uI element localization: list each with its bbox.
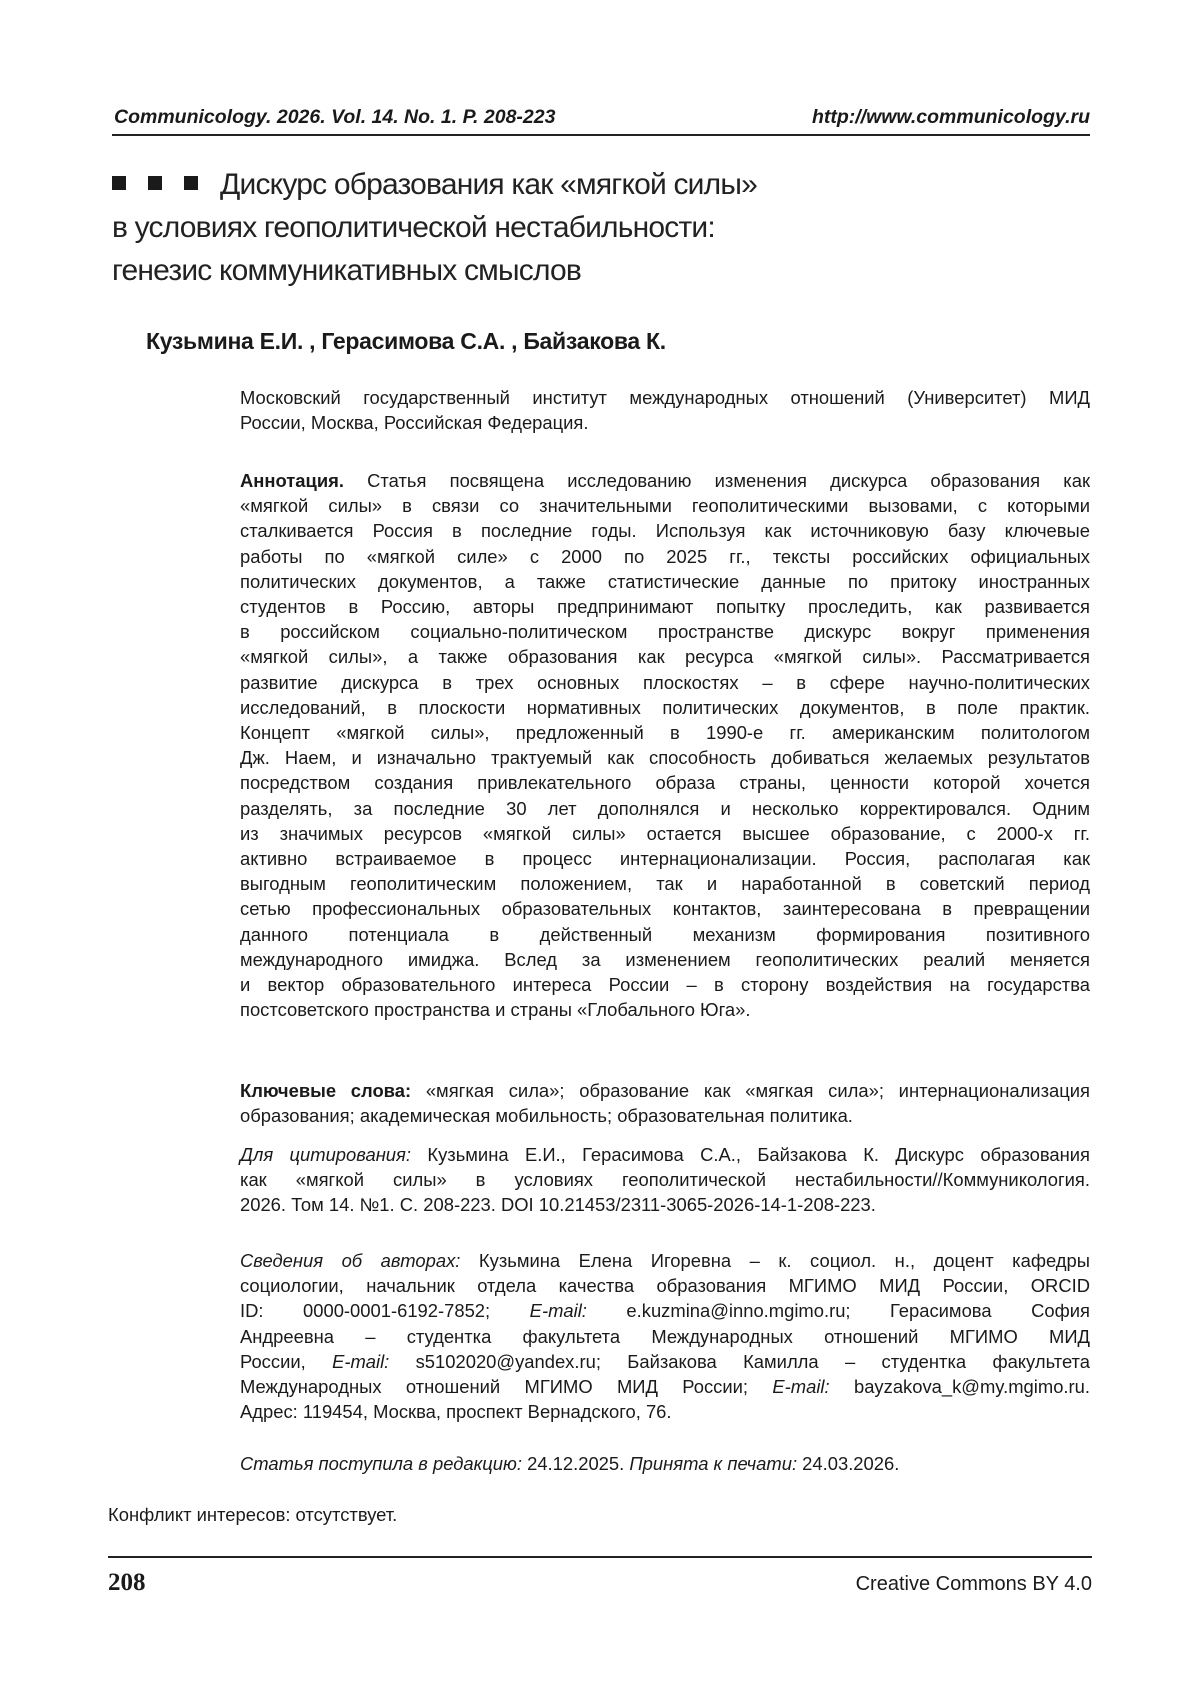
abstract-line: Статья посвящена исследованию изменения дискурса образования как (343, 470, 1090, 491)
keywords-line: «мягкая сила»; образование как «мягкая сила»; интернационализация (411, 1080, 1091, 1101)
title-line: Дискурс образования как «мягкой силы» (220, 168, 757, 201)
citation-line: 2026. Том 14. №1. С. 208-223. DOI 10.21453/2311-3065-2026-14-1-208-223. (240, 1194, 876, 1216)
square-bullet-icon (112, 176, 126, 190)
author-info-line: ID: 0000-0001-6192-7852; (240, 1300, 530, 1322)
title-line: генезис коммуникативных смыслов (112, 254, 582, 287)
affiliation-line: Московский государственный институт международных отношений (Университет) МИД (240, 387, 1090, 408)
author-list: Кузьмина Е.И. , Герасимова С.А. , Байзакова К. (146, 328, 666, 354)
email-label: E-mail: (772, 1376, 830, 1398)
citation-line: Кузьмина Е.И., Герасимова С.А., Байзакова К. Дискурс образования (410, 1144, 1090, 1165)
author-info-line: России, (240, 1350, 333, 1372)
abstract-label: Аннотация. (240, 470, 344, 491)
license-text: Creative Commons BY 4.0 (855, 1573, 1092, 1595)
keywords-line: образования; академическая мобильность; образовательная политика. (240, 1105, 853, 1127)
abstract-line: исследований, в плоскости нормативных политических документов, в поле практик. (240, 696, 1090, 718)
accepted-date: 24.03.2026. (797, 1453, 900, 1474)
abstract-line: развитие дискурса в трех основных плоскостях – в сфере научно-политических (240, 671, 1090, 693)
journal-url[interactable]: http://www.communicology.ru (811, 106, 1090, 128)
keywords (240, 1078, 1090, 1128)
page-number: 208 (108, 1569, 146, 1596)
email-kuzmina[interactable]: e.kuzmina@inno.mgimo.ru; Герасимова София (586, 1300, 1090, 1322)
abstract-line: и вектор образовательного интереса России – в сторону воздействия на государства (240, 974, 1090, 996)
affiliation (240, 385, 1090, 435)
received-label: Статья поступила в редакцию: (240, 1453, 522, 1474)
title-line: в условиях геополитической нестабильности: (112, 211, 715, 244)
citation-label: Для цитирования: (240, 1144, 411, 1165)
abstract-line: разделять, за последние 30 лет дополнялся и несколько корректировался. Одним (240, 797, 1090, 819)
conflict-of-interest: Конфликт интересов: отсутствует. (108, 1504, 398, 1525)
author-info-line: Андреевна – студентка факультета Международных отношений МГИМО МИД (240, 1325, 1090, 1347)
abstract-line: данного потенциала в действенный механизм формирования позитивного (240, 923, 1090, 945)
footer-divider (108, 1556, 1092, 1558)
abstract-line: активно встраиваемое в процесс интернационализации. Россия, располагая как (240, 848, 1090, 870)
abstract-line: сетью профессиональных образовательных контактов, заинтересована в превращении (240, 898, 1090, 920)
author-info-line: Кузьмина Елена Игоревна – к. социол. н., доцент кафедры (460, 1250, 1090, 1271)
abstract-line: «мягкой силы», а также образования как ресурса «мягкой силы». Рассматривается (240, 646, 1090, 668)
keywords-label: Ключевые слова: (240, 1080, 412, 1101)
abstract (240, 468, 1090, 1022)
abstract-line: из значимых ресурсов «мягкой силы» остается высшее образование, с 2000-х гг. (240, 822, 1090, 844)
abstract-line: работы по «мягкой силе» с 2000 по 2025 гг., тексты российских официальных (240, 545, 1090, 567)
abstract-line: в российском социально-политическом пространстве дискурс вокруг применения (240, 621, 1090, 643)
abstract-line: Концепт «мягкой силы», предложенный в 1990-е гг. американским политологом (240, 722, 1090, 744)
citation (240, 1142, 1090, 1218)
email-label: E-mail: (529, 1300, 587, 1322)
author-info-line: социологии, начальник отдела качества образования МГИМО МИД России, ORCID (240, 1275, 1090, 1297)
abstract-line: посредством создания привлекательного образа страны, ценности которой хочется (240, 772, 1090, 794)
author-information (240, 1248, 1090, 1424)
abstract-line: выгодным геополитическим положением, так и наработанной в советский период (240, 873, 1090, 895)
abstract-line: Дж. Наем, и изначально трактуемый как способность добиваться желаемых результатов (240, 747, 1090, 769)
running-header (112, 100, 1090, 136)
email-label: E-mail: (332, 1350, 390, 1372)
email-gerasimova[interactable]: s5102020@yandex.ru; Байзакова Камилла – студентка факультета (389, 1350, 1091, 1372)
square-bullet-icon (184, 176, 198, 190)
abstract-line: международного имиджа. Вслед за изменением геополитических реалий меняется (240, 948, 1090, 970)
abstract-line: студентов в Россию, авторы предпринимают попытку проследить, как развивается (240, 596, 1090, 618)
article-title (112, 163, 1092, 292)
journal-citation: Communicology. 2026. Vol. 14. No. 1. P. 208-223 (114, 106, 556, 128)
accepted-label: Принята к печати: (629, 1453, 798, 1474)
publication-dates (240, 1451, 1090, 1476)
author-info-line: Международных отношений МГИМО МИД России; (240, 1376, 773, 1398)
author-address: Адрес: 119454, Москва, проспект Вернадского, 76. (240, 1401, 672, 1423)
author-info-label: Сведения об авторах: (240, 1250, 461, 1271)
received-date: 24.12.2025. (521, 1453, 630, 1474)
square-bullet-icon (148, 176, 162, 190)
abstract-line: постсоветского пространства и страны «Глобального Юга». (240, 999, 751, 1021)
email-bayzakova[interactable]: bayzakova_k@my.mgimo.ru. (829, 1376, 1090, 1398)
abstract-line: сталкивается Россия в последние годы. Используя как источниковую базу ключевые (240, 520, 1090, 542)
affiliation-line: России, Москва, Российская Федерация. (240, 412, 589, 434)
abstract-line: «мягкой силы» в связи со значительными геополитическими вызовами, с которыми (240, 495, 1090, 517)
citation-line: как «мягкой силы» в условиях геополитической нестабильности//Коммуникология. (240, 1169, 1090, 1191)
abstract-line: политических документов, а также статистические данные по притоку иностранных (240, 570, 1090, 592)
